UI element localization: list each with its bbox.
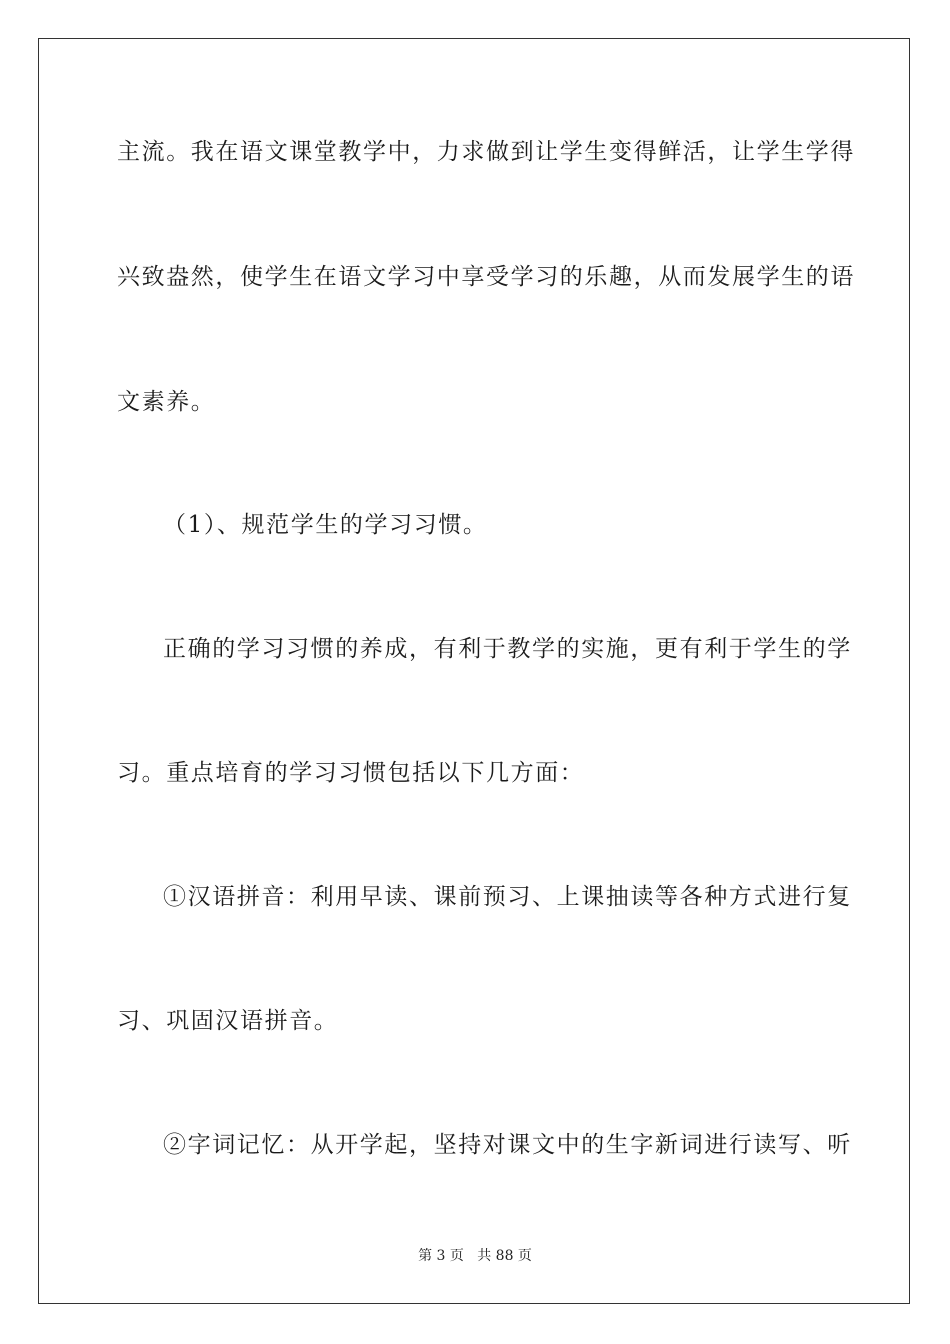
body-line-3: 文素养。 [117,389,216,415]
body-line-2: 兴致盎然，使学生在语文学习中享受学习的乐趣，从而发展学生的语 [117,264,855,290]
page-number-footer: 第 3 页 共 88 页 [418,1248,532,1264]
section-heading: （1）、规范学生的学习习惯。 [163,512,488,538]
page-border [38,38,910,1304]
list-item-vocabulary: ②字词记忆：从开学起，坚持对课文中的生字新词进行读写、听 [163,1132,852,1158]
body-line-8: 习、巩固汉语拼音。 [117,1008,339,1034]
list-item-pinyin: ①汉语拼音：利用早读、课前预习、上课抽读等各种方式进行复 [163,884,852,910]
body-line-5: 正确的学习习惯的养成，有利于教学的实施，更有利于学生的学 [163,636,852,662]
body-line-1: 主流。我在语文课堂教学中，力求做到让学生变得鲜活，让学生学得 [117,139,855,165]
body-line-6: 习。重点培育的学习习惯包括以下几方面： [117,760,585,786]
